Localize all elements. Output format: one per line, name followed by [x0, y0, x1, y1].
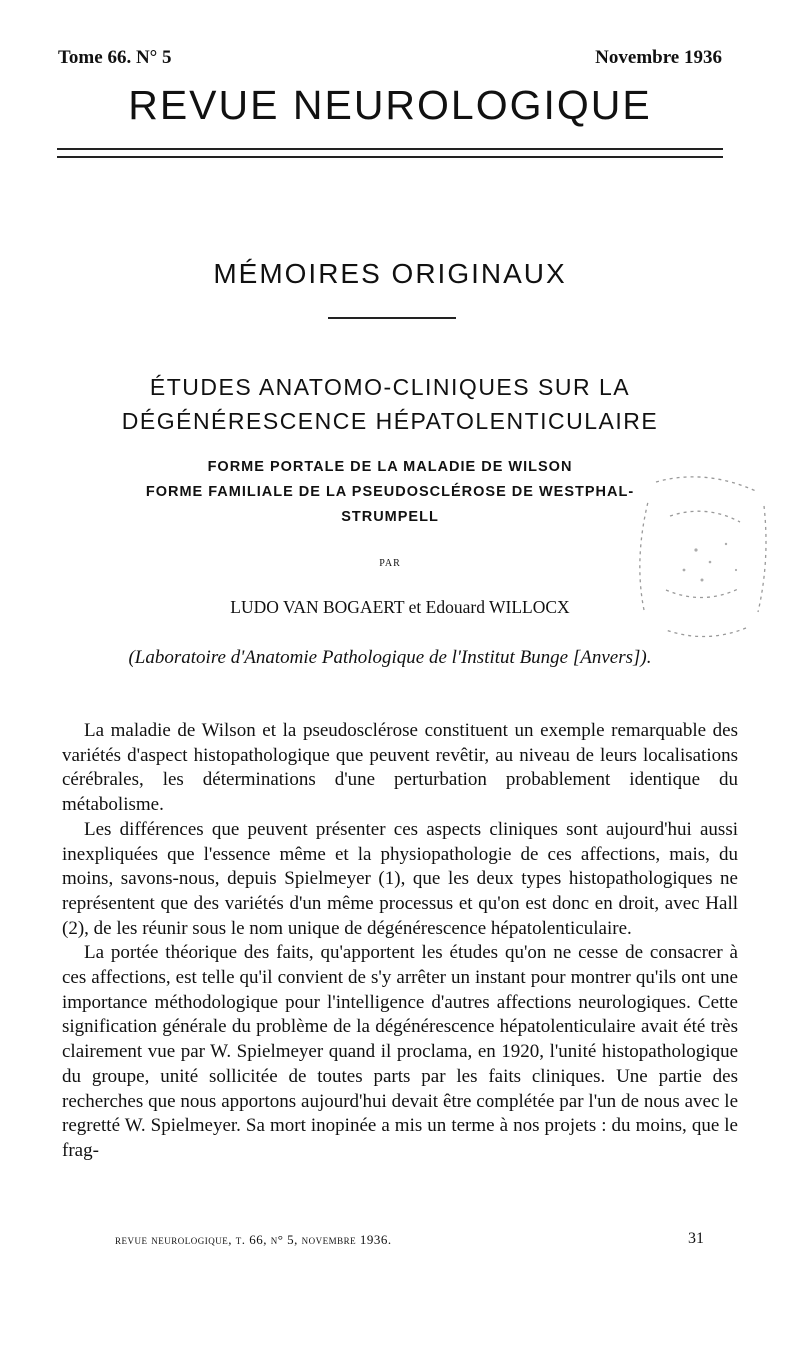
- section-divider: [328, 317, 456, 319]
- journal-title: REVUE NEUROLOGIQUE: [128, 82, 652, 128]
- author-2-first-name: Edouard: [425, 597, 485, 617]
- byline-par: PAR: [379, 558, 401, 569]
- subtitle-line-1: FORME PORTALE DE LA MALADIE DE WILSON: [207, 459, 573, 475]
- footer-citation-text: revue neurologique, t. 66, n° 5, novembre 1936.: [115, 1232, 392, 1247]
- page-number: 31: [688, 1230, 704, 1247]
- author-separator: et: [408, 597, 422, 617]
- article-body: [62, 719, 738, 1164]
- body-paragraph: Les différences que peuvent présenter ces aspects cliniques sont aujourd'hui aussi inexpliquées que l'essence même et la physiopathologie de ces affections, mais, du moins, savons-nous, depuis Spielmeyer (1), que les deux types histopathologiques ne représentent que des variétés d'un même processus et qu'on est donc en droit, avec Hall (2), de les réunir sous le nom unique de dégénérescence hépatolenticulaire.: [62, 818, 738, 939]
- subtitle-line-3: STRUMPELL: [341, 509, 439, 525]
- article-title-line-2: DÉGÉNÉRESCENCE HÉPATOLENTICULAIRE: [121, 408, 659, 434]
- article-title: [0, 370, 780, 438]
- affiliation: (Laboratoire d'Anatomie Pathologique de l'Institut Bunge [Anvers]).: [128, 647, 652, 668]
- volume-number: Tome 66. N° 5: [58, 47, 172, 68]
- subtitle-line-2: FORME FAMILIALE DE LA PSEUDOSCLÉROSE DE WESTPHAL-: [145, 484, 635, 500]
- header-double-rule: [57, 148, 723, 158]
- library-stamp: [636, 470, 768, 642]
- body-paragraph: La portée théorique des faits, qu'apportent les études qu'on ne cesse de consacrer à ces affections, est telle qu'il convient de s'y arrêter un instant pour montrer qu'ils ont une importance méthodologique pour l'intelligence d'autres affections neurologiques. Cette signification générale du problème de la dégénérescence hépatolenticulaire avait été très clairement vue par W. Spielmeyer quand il proclama, en 1920, l'unité histopathologique du groupe, unité sollicitée de toutes parts par les faits cliniques. Une partie des recherches que nous apportons aujourd'hui devait être complétée par l'un de nous avec le regretté W. Spielmeyer. Sa mort inopinée a mis un terme à nos projets : du moins, que le frag-: [62, 942, 738, 1161]
- footer-citation: [115, 1232, 392, 1248]
- author-2-last-name: WILLOCX: [489, 597, 570, 617]
- issue-date: Novembre 1936: [595, 47, 722, 68]
- section-title: MÉMOIRES ORIGINAUX: [213, 258, 567, 289]
- article-title-line-1: ÉTUDES ANATOMO-CLINIQUES SUR LA: [149, 374, 631, 400]
- body-paragraph: La maladie de Wilson et la pseudosclérose constituent un exemple remarquable des variétés d'aspect histopathologique que peuvent revêtir, au niveau de leurs localisations cérébrales, les déterminations d'une perturbation probablement identique du métabolisme.: [62, 720, 738, 816]
- author-1: LUDO VAN BOGAERT: [230, 597, 405, 617]
